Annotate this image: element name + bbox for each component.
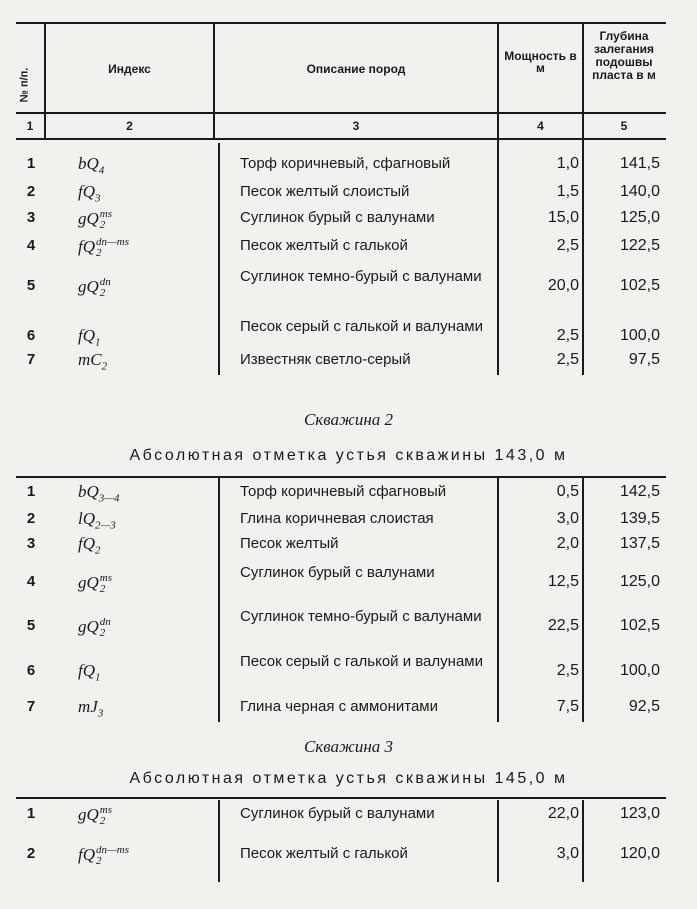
index-sub: 2 — [99, 583, 106, 595]
header-thickness: Мощность в м — [504, 49, 577, 75]
index-sub: 1 — [95, 336, 101, 349]
colnum-4: 4 — [537, 119, 544, 133]
row-index — [78, 662, 101, 686]
index-supsub — [100, 573, 112, 595]
well3-title: Скважина 3 — [303, 737, 394, 756]
index-base: gQ — [78, 572, 99, 592]
header-depth: Глубина залегания подошвы пласта в м — [592, 29, 656, 82]
row-depth: 102,5 — [619, 277, 660, 294]
row-index — [78, 277, 111, 299]
row-number: 6 — [26, 662, 36, 679]
well1-vline-c — [582, 140, 584, 375]
row-description: Песок желтый с галькой — [240, 237, 408, 254]
row-number: 2 — [26, 845, 36, 862]
row-number: 1 — [26, 483, 36, 500]
row-number: 2 — [26, 183, 36, 200]
row-index — [78, 535, 101, 559]
row-thickness: 12,5 — [547, 573, 579, 590]
index-supsub — [100, 209, 112, 231]
index-base: mC — [78, 350, 102, 369]
well2-subtitle: Абсолютная отметка устья скважины 143,0 м — [129, 447, 568, 464]
colnum-5: 5 — [620, 119, 628, 133]
index-sub: 1 — [95, 671, 101, 684]
row-depth: 102,5 — [619, 617, 660, 634]
row-thickness: 2,5 — [556, 351, 579, 368]
index-sup: dn—ms — [96, 844, 130, 856]
header-description: Описание пород — [306, 62, 406, 76]
colnum-2: 2 — [126, 119, 133, 133]
row-index — [78, 327, 101, 351]
row-thickness: 2,5 — [556, 662, 579, 679]
row-description: Песок серый с галькой и валунами — [240, 653, 483, 670]
index-base: fQ — [78, 182, 95, 201]
row-description: Торф коричневый сфагновый — [240, 483, 447, 500]
index-base: bQ — [78, 482, 99, 501]
row-thickness: 3,0 — [556, 510, 579, 527]
row-index — [78, 510, 116, 534]
row-description: Известняк светло-серый — [240, 351, 411, 368]
row-number: 4 — [26, 237, 36, 254]
index-supsub — [96, 845, 129, 867]
index-sub: 2 — [99, 815, 106, 827]
row-index — [78, 483, 120, 507]
index-sub: 2 — [96, 247, 102, 259]
row-number: 7 — [26, 698, 36, 715]
row-depth: 100,0 — [619, 662, 660, 679]
row-number: 7 — [26, 351, 36, 368]
row-index — [78, 573, 112, 595]
row-index — [78, 183, 101, 207]
index-sub: 3—4 — [98, 492, 120, 505]
well2-top-rule — [16, 476, 666, 478]
row-index — [78, 698, 103, 722]
row-thickness: 15,0 — [547, 209, 579, 226]
index-sub: 2 — [96, 855, 102, 867]
well3-subtitle: Абсолютная отметка устья скважины 145,0 м — [129, 770, 568, 787]
row-depth: 122,5 — [619, 237, 660, 254]
row-depth: 97,5 — [628, 351, 660, 368]
index-sup: ms — [99, 804, 113, 816]
index-base: gQ — [78, 276, 99, 296]
row-thickness: 7,5 — [556, 698, 579, 715]
index-sup: dn — [99, 616, 111, 628]
row-thickness: 20,0 — [547, 277, 579, 294]
index-sub: 2 — [95, 544, 101, 557]
row-thickness: 22,5 — [547, 617, 579, 634]
row-depth: 141,5 — [619, 155, 660, 172]
row-depth: 100,0 — [619, 327, 660, 344]
row-index — [78, 155, 104, 179]
row-index — [78, 805, 112, 827]
header-bottom-rule — [16, 112, 666, 114]
row-description: Суглинок бурый с валунами — [240, 564, 435, 581]
row-index — [78, 845, 129, 867]
row-thickness: 1,0 — [556, 155, 579, 172]
row-number: 3 — [26, 535, 36, 552]
index-base: fQ — [78, 236, 95, 256]
row-thickness: 2,0 — [556, 535, 579, 552]
row-depth: 139,5 — [619, 510, 660, 527]
row-number: 1 — [26, 155, 36, 172]
index-supsub — [96, 237, 129, 259]
row-thickness: 2,5 — [556, 327, 579, 344]
index-supsub — [100, 617, 111, 639]
row-number: 3 — [26, 209, 36, 226]
index-sup: dn — [99, 276, 111, 288]
index-sub: 2 — [101, 360, 108, 373]
row-description: Суглинок бурый с валунами — [240, 209, 435, 226]
row-number: 1 — [26, 805, 36, 822]
row-description: Песок желтый с галькой — [240, 845, 408, 862]
row-description: Суглинок темно-бурый с валунами — [240, 268, 482, 285]
index-sub: 3 — [95, 192, 101, 205]
row-thickness: 1,5 — [556, 183, 579, 200]
well2-vline-c — [582, 478, 584, 722]
row-description: Суглинок темно-бурый с валунами — [240, 608, 482, 625]
row-index — [78, 237, 129, 259]
index-base: fQ — [78, 661, 95, 680]
row-number: 5 — [26, 617, 36, 634]
index-sup: dn—ms — [96, 236, 130, 248]
row-depth: 120,0 — [619, 845, 660, 862]
index-sub: 2 — [99, 627, 106, 639]
row-depth: 140,0 — [619, 183, 660, 200]
index-base: gQ — [78, 616, 99, 636]
well3-top-rule — [16, 797, 666, 799]
row-depth: 123,0 — [619, 805, 660, 822]
row-depth: 137,5 — [619, 535, 660, 552]
index-base: mJ — [78, 697, 98, 716]
row-index — [78, 351, 107, 375]
index-base: bQ — [78, 154, 99, 173]
index-sub: 3 — [97, 707, 104, 720]
well3-vline-c — [582, 800, 584, 882]
index-sup: ms — [99, 208, 113, 220]
colnum-3: 3 — [352, 119, 360, 133]
row-number: 6 — [26, 327, 36, 344]
index-supsub — [100, 277, 111, 299]
index-sub: 2 — [99, 219, 106, 231]
well3-vline-a — [218, 800, 220, 882]
top-rule — [16, 22, 666, 24]
row-thickness: 22,0 — [547, 805, 579, 822]
index-base: fQ — [78, 534, 95, 553]
row-description: Глина коричневая слоистая — [240, 510, 434, 527]
header-index: Индекс — [108, 62, 151, 76]
well2-vline-b — [497, 478, 499, 722]
row-depth: 92,5 — [628, 698, 660, 715]
well1-vline-b — [497, 140, 499, 375]
index-base: gQ — [78, 208, 99, 228]
row-thickness: 0,5 — [556, 483, 579, 500]
index-sup: ms — [99, 572, 113, 584]
row-description: Песок серый с галькой и валунами — [240, 318, 483, 335]
index-base: gQ — [78, 804, 99, 824]
row-thickness: 2,5 — [556, 237, 579, 254]
row-thickness: 3,0 — [556, 845, 579, 862]
well1-vline-a — [218, 143, 220, 375]
well2-vline-a — [218, 478, 220, 722]
well3-vline-b — [497, 800, 499, 882]
row-depth: 125,0 — [619, 209, 660, 226]
row-description: Суглинок бурый с валунами — [240, 805, 435, 822]
row-description: Песок желтый слоистый — [240, 183, 410, 200]
index-sub: 4 — [98, 164, 105, 177]
row-number: 4 — [26, 573, 36, 590]
colnum-bottom-rule — [16, 138, 666, 140]
index-base: fQ — [78, 326, 95, 345]
index-base: fQ — [78, 844, 95, 864]
row-depth: 125,0 — [619, 573, 660, 590]
header-number-col: № п/п. — [18, 67, 30, 103]
row-description: Торф коричневый, сфагновый — [240, 155, 451, 172]
index-sub: 2 — [99, 287, 106, 299]
row-description: Песок желтый — [240, 535, 339, 552]
row-number: 5 — [26, 277, 36, 294]
row-index — [78, 209, 112, 231]
index-base: lQ — [78, 509, 95, 528]
index-supsub — [100, 805, 112, 827]
colnum-1: 1 — [26, 119, 34, 133]
well2-title: Скважина 2 — [303, 410, 394, 429]
row-description: Глина черная с аммонитами — [240, 698, 438, 715]
row-number: 2 — [26, 510, 36, 527]
row-depth: 142,5 — [619, 483, 660, 500]
row-index — [78, 617, 111, 639]
index-sub: 2—3 — [95, 519, 116, 532]
